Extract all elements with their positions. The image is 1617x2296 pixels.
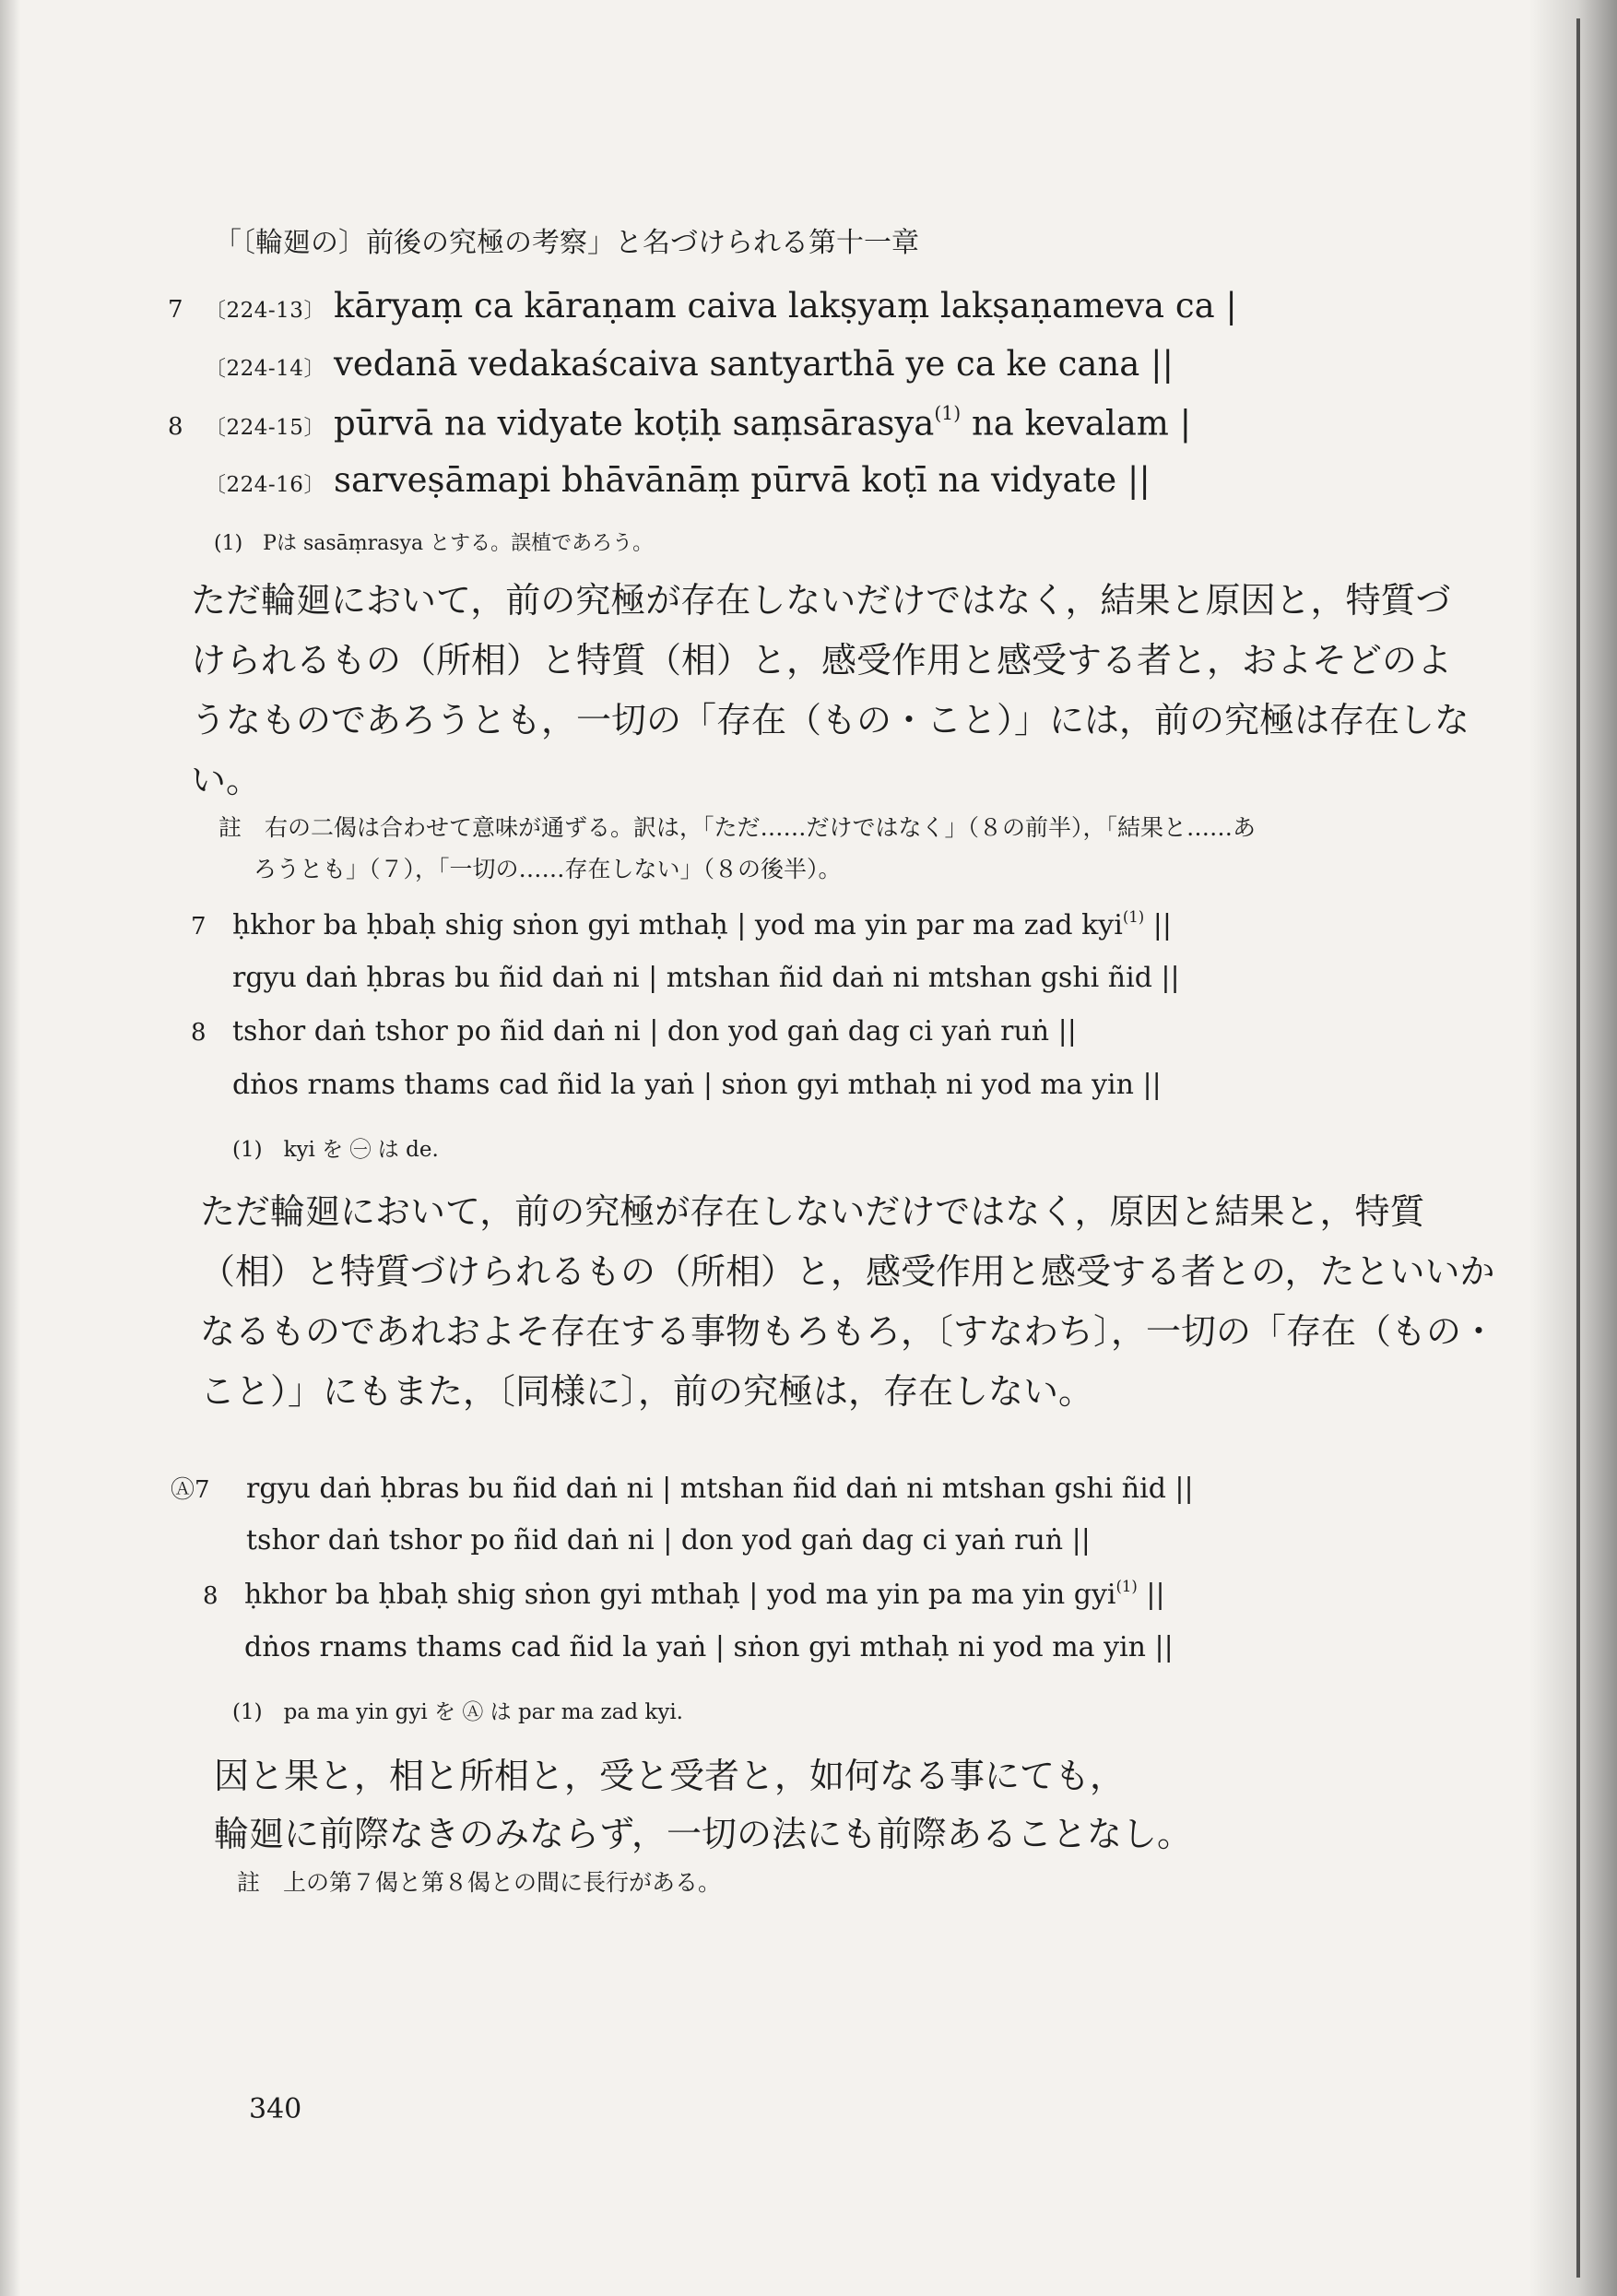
sanskrit-footnote: (1) Pは sasāṃrasya とする。誤植であろう。 <box>214 532 654 555</box>
commentary-line: ろうとも」（７），「一切の……存在しない」（８の後半）。 <box>254 856 842 882</box>
tibetan-text: rgyu daṅ ḥbras bu ñid daṅ ni | mtshan ñid daṅ ni mtshan gshi ñid || <box>232 962 1180 994</box>
tibetan-verse-line <box>171 1524 1091 1556</box>
verse-reference: 〔224-15〕 <box>205 416 325 441</box>
verse-reference: 〔224-14〕 <box>205 357 325 381</box>
tibetan-text-continued: || <box>1144 909 1172 942</box>
translation-line: こと）」にもまた，〔同様に〕，前の究極は，存在しない。 <box>200 1371 1094 1412</box>
commentary-line: 註 右の二偈は合わせて意味が通ずる。訳は，「ただ……だけではなく」（８の前半），「結果と……あ <box>218 814 1257 841</box>
verse-reference: 〔224-13〕 <box>205 299 325 323</box>
translation-line: なるものであれおよそ存在する事物もろもろ，〔すなわち〕，一切の「存在（もの・ <box>200 1311 1497 1352</box>
verse-number: 8 <box>191 1019 207 1047</box>
tibetan-text: tshor daṅ tshor po ñid daṅ ni | don yod gaṅ dag ci yaṅ ruṅ || <box>232 1015 1077 1047</box>
sanskrit-text: vedanā vedakaścaiva santyarthā ye ca ke cana || <box>334 344 1174 384</box>
tibetan-text: ḥkhor ba ḥbaḥ shig sṅon gyi mthaḥ | yod ma yin par ma zad kyi <box>232 909 1123 942</box>
tibetan-verse-line <box>191 962 1180 994</box>
sanskrit-verse-line <box>168 460 1151 500</box>
translation-line: ただ輪廻において，前の究極が存在しないだけではなく，原因と結果と，特質 <box>200 1191 1425 1232</box>
scan-edge-right <box>1529 0 1617 2296</box>
translation-line: ただ輪廻において，前の究極が存在しないだけではなく，結果と原因と，特質づ <box>191 580 1451 621</box>
tibetan-text: tshor daṅ tshor po ñid daṅ ni | don yod gaṅ dag ci yaṅ ruṅ || <box>246 1524 1091 1556</box>
tibetan-verse-line <box>191 908 1172 941</box>
tibetan-footnote: (1) pa ma yin gyi を Ⓐ は par ma zad kyi. <box>232 1700 683 1724</box>
tibetan-verse-line <box>171 1471 1194 1505</box>
scan-edge-left <box>0 0 20 2296</box>
page-number: 340 <box>249 2093 302 2125</box>
tibetan-text: dṅos rnams thams cad ñid la yaṅ | sṅon gyi mthaḥ ni yod ma yin || <box>232 1069 1162 1101</box>
verse-number: 7 <box>168 296 183 324</box>
chapter-title: 「〔輪廻の〕前後の究極の考察」と名づけられる第十一章 <box>214 227 919 259</box>
footnote-marker: (1) <box>1115 1578 1138 1595</box>
sanskrit-verse-line <box>168 344 1174 384</box>
footnote-marker: (1) <box>1122 908 1145 926</box>
verse-number: Ⓐ7 <box>171 1476 210 1504</box>
book-spine-line <box>1576 18 1580 2278</box>
verse-reference: 〔224-16〕 <box>205 473 325 497</box>
tibetan-verse-line <box>191 1015 1077 1047</box>
translation-line: い。 <box>191 760 262 800</box>
tibetan-footnote: (1) kyi を ㊀ は de. <box>232 1138 439 1162</box>
verse-number: 7 <box>191 913 207 941</box>
verse-number: 8 <box>203 1582 218 1611</box>
tibetan-verse-line <box>203 1578 1165 1611</box>
sanskrit-verse-line <box>168 286 1237 325</box>
tibetan-verse-line <box>191 1069 1162 1101</box>
sanskrit-text: kāryaṃ ca kāraṇam caiva lakṣyaṃ lakṣaṇameva ca | <box>334 286 1237 325</box>
sanskrit-text-continued: na kevalam | <box>961 403 1192 444</box>
sanskrit-verse-line <box>168 402 1191 443</box>
tibetan-text: rgyu daṅ ḥbras bu ñid daṅ ni | mtshan ñid daṅ ni mtshan gshi ñid || <box>246 1473 1194 1505</box>
tibetan-text-continued: || <box>1137 1579 1165 1612</box>
verse-number: 8 <box>168 413 183 442</box>
tibetan-text: dṅos rnams thams cad ñid la yaṅ | sṅon gyi mthaḥ ni yod ma yin || <box>244 1631 1174 1663</box>
translation-line: （相）と特質づけられるもの（所相）と，感受作用と感受する者との，たといいか <box>200 1251 1495 1292</box>
translation-line: うなものであろうとも，一切の「存在（もの・こと）」には，前の究極は存在しな <box>191 700 1470 740</box>
footnote-marker: (1) <box>934 402 962 424</box>
tibetan-verse-line <box>203 1631 1174 1663</box>
translation-line: けられるもの（所相）と特質（相）と，感受作用と感受する者と，およそどのよ <box>191 640 1453 681</box>
sanskrit-text: pūrvā na vidyate koṭiḥ saṃsārasya <box>334 403 935 444</box>
sanskrit-text: sarveṣāmapi bhāvānāṃ pūrvā koṭī na vidyate || <box>334 460 1151 500</box>
kanbun-line: 輪廻に前際なきのみならず，一切の法にも前際あることなし。 <box>214 1814 1192 1854</box>
tibetan-text: ḥkhor ba ḥbaḥ shig sṅon gyi mthaḥ | yod ma yin pa ma yin gyi <box>244 1579 1116 1612</box>
kanbun-line: 因と果と，相と所相と，受と受者と，如何なる事にても， <box>214 1756 1126 1796</box>
commentary-line: 註 上の第７偈と第８偈との間に長行がある。 <box>237 1869 722 1896</box>
